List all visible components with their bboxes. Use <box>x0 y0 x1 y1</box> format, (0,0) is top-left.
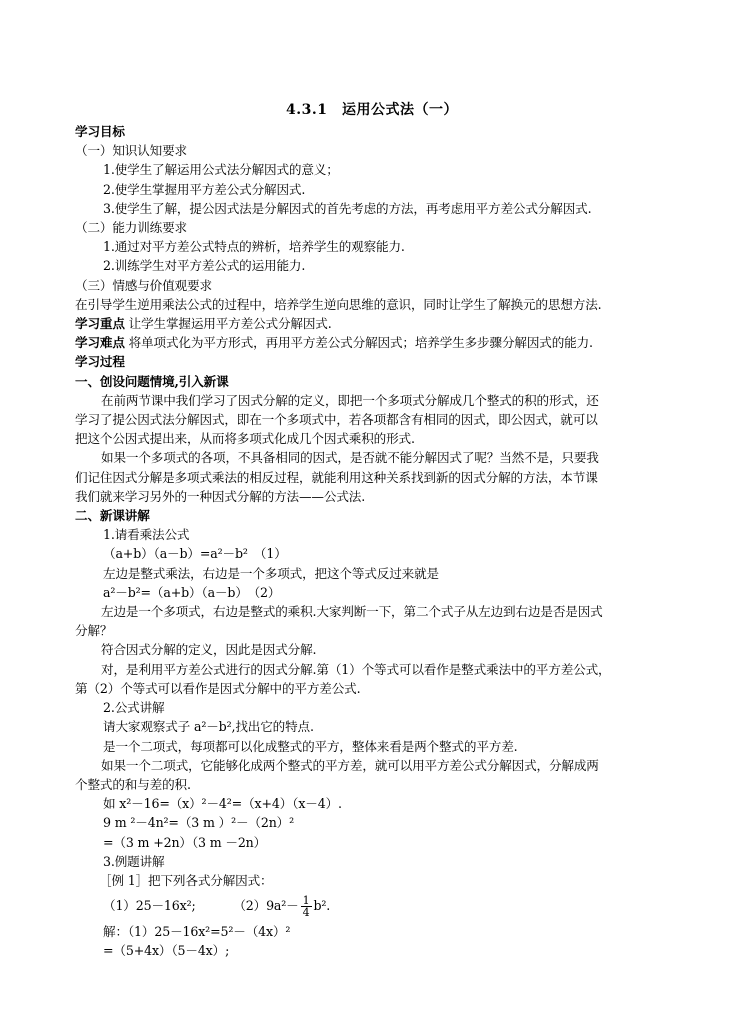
ability-item: 2.训练学生对平方差公式的运用能力. <box>103 258 306 274</box>
difficulty-point <box>75 333 675 352</box>
knowledge-heading: （一）知识认知要求 <box>75 143 187 159</box>
paragraph-line: 符合因式分解的定义，因此是因式分解. <box>101 642 317 658</box>
difficulty-label: 学习难点 <box>75 335 125 351</box>
paragraph-line: 如果一个二项式，它能够化成两个整式的平方差，就可以用平方差公式分解因式，分解成两 <box>101 757 599 773</box>
emotion-heading: （三）情感与价值观要求 <box>75 277 212 293</box>
problem-2-suffix: b². <box>313 898 331 914</box>
section1-heading: 一、创设问题情境,引入新课 <box>75 373 229 389</box>
paragraph-line: 左边是一个多项式，右边是整式的乘积.大家判断一下，第二个式子从左边到右边是否是因式 <box>101 604 603 620</box>
subheading: 3.例题讲解 <box>103 853 165 869</box>
goals-heading: 学习目标 <box>75 124 125 139</box>
solution-line: =（5+4x）（5－4x）; <box>103 943 230 959</box>
knowledge-item: 2.使学生掌握用平方差公式分解因式. <box>103 181 306 197</box>
fraction-denominator: 4 <box>302 906 310 920</box>
key-text: 让学生掌握运用平方差公式分解因式. <box>124 316 332 332</box>
formula-2: a²－b²=（a+b）（a－b） （2） <box>103 584 281 600</box>
paragraph-line: 把这个公因式提出来，从而将多项式化成几个因式乘积的形式. <box>75 431 415 447</box>
paragraph-line: 左边是整式乘法，右边是一个多项式，把这个等式反过来就是 <box>103 565 439 581</box>
paragraph-line: 是一个二项式，每项都可以化成整式的平方，整体来看是两个整式的平方差. <box>103 738 518 754</box>
example-formula: 9 m ²－4n²=（3 m ）²－（2n）² <box>103 815 295 831</box>
subheading: 1.请看乘法公式 <box>103 527 190 543</box>
problem-1: （1）25－16x²; <box>103 898 196 914</box>
difficulty-text: 将单项式化为平方形式，再用平方差公式分解因式；培养学生多步骤分解因式的能力. <box>124 335 593 351</box>
paragraph-line: 个整式的和与差的积. <box>75 776 191 792</box>
knowledge-item: 1.使学生了解运用公式法分解因式的意义； <box>103 162 339 178</box>
fraction <box>301 895 312 918</box>
ability-item: 1.通过对平方差公式特点的辨析，培养学生的观察能力. <box>103 239 405 255</box>
paragraph-line: 们记住因式分解是多项式乘法的相反过程，就能利用这种关系找到新的因式分解的方法，本节课 <box>75 469 598 485</box>
paragraph-line: 请大家观察式子 a²－b²,找出它的特点. <box>103 719 314 735</box>
key-point <box>75 314 675 333</box>
paragraph-line: 第（2）个等式可以看作是因式分解中的平方差公式. <box>75 680 361 696</box>
paragraph-line: 对，是利用平方差公式进行的因式分解.第（1）个等式可以看作是整式乘法中的平方差公式， <box>101 661 611 677</box>
fraction-numerator: 1 <box>302 894 310 908</box>
knowledge-item: 3.使学生了解，提公因式法是分解因式的首先考虑的方法，再考虑用平方差公式分解因式. <box>103 200 592 216</box>
example-problems <box>75 890 675 922</box>
subheading: 2.公式讲解 <box>103 700 165 716</box>
problem-2-prefix: （2）9a²－ <box>233 898 299 914</box>
example-label: ［例 1］把下列各式分解因式： <box>99 872 273 888</box>
page-title: 4.3.1 运用公式法（一） <box>286 102 458 118</box>
paragraph-line: 我们就来学习另外的一种因式分解的方法——公式法. <box>75 488 366 504</box>
process-heading: 学习过程 <box>75 354 125 370</box>
formula-1: （a+b）（a－b）=a²－b² （1） <box>103 546 287 562</box>
paragraph-line: 在前两节课中我们学习了因式分解的定义，即把一个多项式分解成几个整式的积的形式，还 <box>101 392 599 408</box>
paragraph-line: 如果一个多项式的各项，不具备相同的因式，是否就不能分解因式了呢？当然不是，只要我 <box>101 450 599 466</box>
example-formula: 如 x²－16=（x）²－4²=（x+4）（x－4）. <box>103 796 342 812</box>
ability-heading: （二）能力训练要求 <box>75 220 187 236</box>
paragraph-line: 学习了提公因式法分解因式，即在一个多项式中，若各项都含有相同的因式，即公因式，就可以 <box>75 412 598 428</box>
example-formula: =（3 m +2n）（3 m －2n） <box>103 834 267 850</box>
solution-line: 解：（1）25－16x²=5²－（4x）² <box>103 924 291 940</box>
emotion-text: 在引导学生逆用乘法公式的过程中，培养学生逆向思维的意识，同时让学生了解换元的思想方法. <box>75 296 602 312</box>
section2-heading: 二、新课讲解 <box>75 508 150 524</box>
document-body <box>75 122 675 961</box>
key-label: 学习重点 <box>75 316 125 332</box>
paragraph-line: 分解？ <box>75 623 113 639</box>
